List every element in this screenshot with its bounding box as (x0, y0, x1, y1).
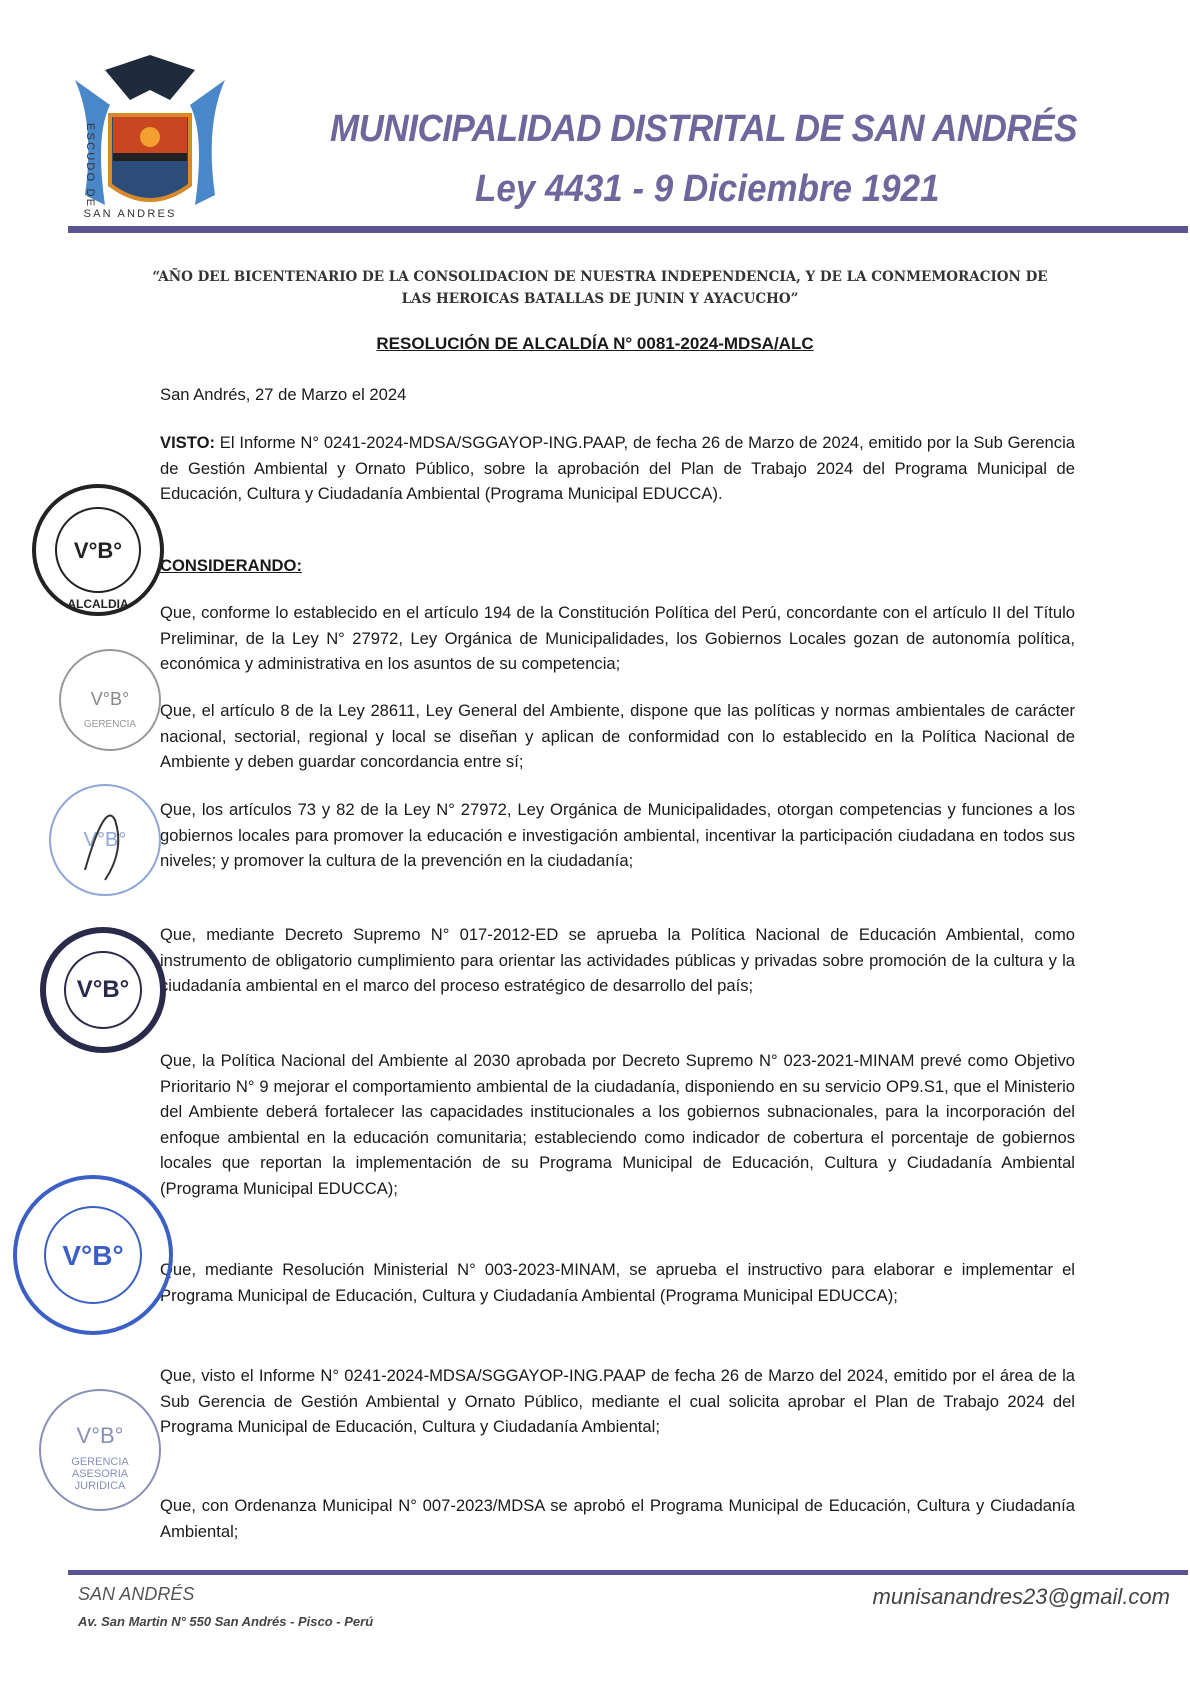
svg-text:GERENCIA: GERENCIA (83, 719, 137, 730)
svg-text:V°B°: V°B° (76, 1423, 124, 1448)
gestion-ambiental-stamp (8, 1170, 178, 1340)
paragraph-3: Que, los artículos 73 y 82 de la Ley N° 27972, Ley Orgánica de Municipalidades, otorgan competencias y funciones a los gobiernos locales para promover la educación e investigación ambiental, incentivar la participación ciudadana en todos sus niveles; y promover la cultura de la prevención en la ciudadanía; (160, 800, 1075, 870)
footer-email: munisanandres23@gmail.com (872, 1584, 1170, 1609)
svg-text:ALCALDIA: ALCALDIA (67, 597, 129, 611)
svg-text:JURIDICA: JURIDICA (74, 1480, 126, 1492)
date-line: San Andrés, 27 de Marzo el 2024 (160, 385, 407, 404)
paragraph-5: Que, la Política Nacional del Ambiente al 2030 aprobada por Decreto Supremo N° 023-2021-MINAM prevé como Objetivo Prioritario N° 9 mejorar el comportamiento ambiental de la ciudadanía, disponiendo en su servicio OP9.S1, que el Ministerio del Ambiente deberá fortalecer las capacidades institucionales a los gobiernos subnacionales, para la incorporación del enfoque ambiental en la educación comunitaria; estableciendo como indicador de cobertura el porcentaje de gobiernos locales que reportan la implementación de su Programa Municipal de Educación, Cultura y Ciudadanía Ambiental (Programa Municipal EDUCCA); (160, 1051, 1075, 1198)
law-subtitle: Ley 4431 - 9 Diciembre 1921 (475, 168, 940, 210)
crest-text: ESCUDO DE SAN ANDRES (83, 123, 177, 220)
gerencia-municipal-stamp (55, 645, 165, 755)
municipality-title: MUNICIPALIDAD DISTRITAL DE SAN ANDRÉS (330, 108, 1077, 150)
footer-address: Av. San Martin N° 550 San Andrés - Pisco - Perú (78, 1614, 374, 1629)
svg-text:V°B°: V°B° (76, 976, 130, 1003)
paragraph-6: Que, mediante Resolución Ministerial N° 003-2023-MINAM, se aprueba el instructivo para elaborar e implementar el Programa Municipal de Educación, Cultura y Ciudadanía Ambiental (Programa Municipal EDUCCA); (160, 1260, 1075, 1305)
planeamiento-stamp (45, 780, 165, 900)
municipalidad-stamp (38, 925, 168, 1055)
svg-text:ASESORIA: ASESORIA (71, 1468, 129, 1480)
asesoria-juridica-stamp (35, 1385, 165, 1515)
svg-text:V°B°: V°B° (90, 689, 130, 709)
paragraph-1: Que, conforme lo establecido en el artículo 194 de la Constitución Política del Perú, concordante con el artículo II del Título Preliminar, de la Ley N° 27972, Ley Orgánica de Municipalidades, los Gobiernos Locales gozan de autonomía política, económica y administrativa en los asuntos de su competencia; (160, 603, 1075, 673)
visto-paragraph: VISTO: El Informe N° 0241-2024-MDSA/SGGAYOP-ING.PAAP, de fecha 26 de Marzo de 2024, emitido por la Sub Gerencia de Gestión Ambiental y Ornato Público, sobre la aprobación del Plan de Trabajo 2024 del Programa Municipal de Educación, Cultura y Ciudadanía Ambiental (Programa Municipal EDUCCA). (160, 433, 1075, 503)
paragraph-2: Que, el artículo 8 de la Ley 28611, Ley General del Ambiente, dispone que las políticas y normas ambientales de carácter nacional, sectorial, regional y local se diseñan y aplican de conformidad con lo establecido en la Política Nacional de Ambiente y deben guardar concordancia entre sí; (160, 701, 1075, 771)
svg-text:V°B°: V°B° (62, 1240, 124, 1271)
svg-text:V°B°: V°B° (83, 829, 127, 851)
footer-district: SAN ANDRÉS (78, 1584, 195, 1604)
municipal-crest-logo (65, 45, 235, 230)
paragraph-8: Que, con Ordenanza Municipal N° 007-2023/MDSA se aprobó el Programa Municipal de Educación, Cultura y Ciudadanía Ambiental; (160, 1496, 1075, 1541)
header-rule (68, 226, 1188, 233)
paragraph-7: Que, visto el Informe N° 0241-2024-MDSA/SGGAYOP-ING.PAAP de fecha 26 de Marzo del 2024, emitido por el área de la Sub Gerencia de Gestión Ambiental y Ornato Público, mediante el cual solicita aprobar el Plan de Trabajo 2024 del Programa Municipal de Educación, Cultura y Ciudadanía Ambiental; (160, 1366, 1075, 1436)
alcaldia-stamp (28, 480, 168, 620)
svg-text:GERENCIA: GERENCIA (71, 1456, 129, 1468)
resolution-title: RESOLUCIÓN DE ALCALDÍA N° 0081-2024-MDSA/ALC (376, 334, 814, 353)
footer-rule (68, 1570, 1188, 1575)
considerando-heading: CONSIDERANDO: (160, 556, 302, 575)
year-motto: “AÑO DEL BICENTENARIO DE LA CONSOLIDACION DE NUESTRA INDEPENDENCIA, Y DE LA CONMEMORACION DE LAS HEROICAS BATALLAS DE JUNIN Y AYACUCHO” (152, 269, 1048, 307)
paragraph-4: Que, mediante Decreto Supremo N° 017-2012-ED se aprueba la Política Nacional de Educación Ambiental, como instrumento de obligatorio cumplimiento para orientar las actividades públicas y privadas sobre promoción de la cultura y la ciudadanía ambiental en el marco del proceso estratégico de desarrollo del país; (160, 925, 1075, 995)
svg-text:V°B°: V°B° (73, 538, 123, 563)
